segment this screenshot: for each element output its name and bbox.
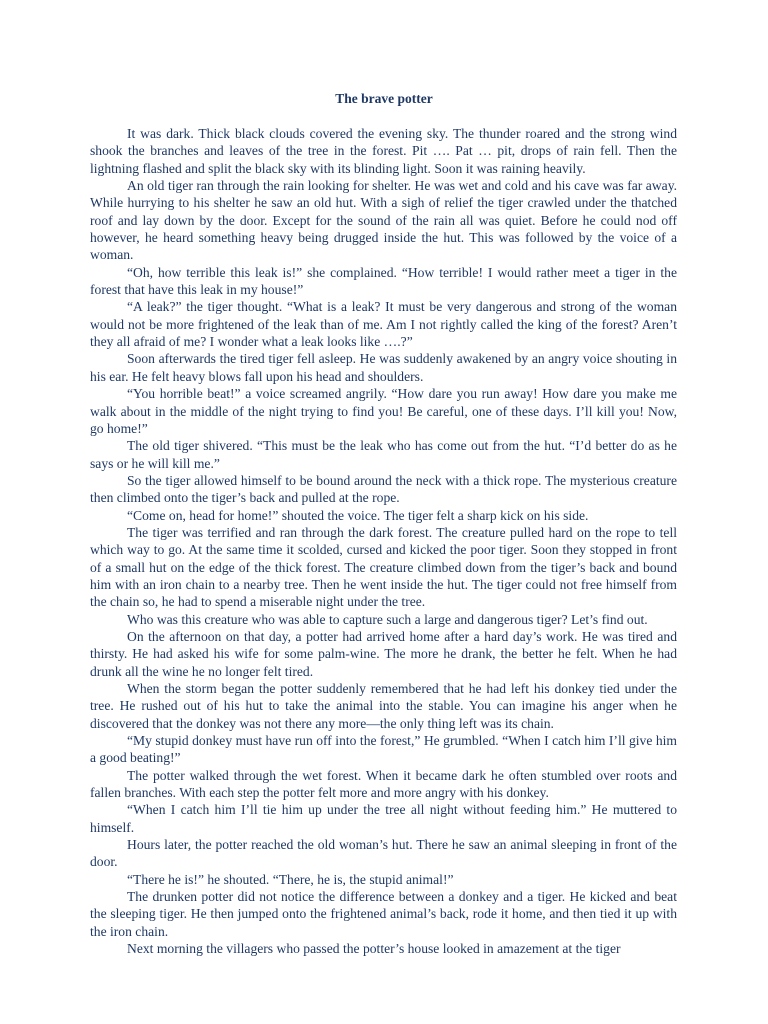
paragraph: The tiger was terrified and ran through the dark forest. The creature pulled hard on the rope to tell which way to go. At the same time it scolded, cursed and kicked the poor tiger. Soon they stopped in front of a small hut on the edge of the thick forest. The creature climbed down from the tiger’s back and bound him with an iron chain to a nearby tree. Then he went inside the hut. The tiger could not free himself from the chain so, he had to spend a miserable night under the tree. — [90, 524, 677, 610]
paragraph: “My stupid donkey must have run off into the forest,” He grumbled. “When I catch him I’ll give him a good beating!” — [90, 733, 677, 766]
paragraph: So the tiger allowed himself to be bound around the neck with a thick rope. The mysterious creature then climbed onto the tiger’s back and pulled at the rope. — [90, 472, 677, 506]
document-title: The brave potter — [335, 91, 433, 106]
paragraph: Who was this creature who was able to capture such a large and dangerous tiger? Let’s find out. — [127, 611, 648, 627]
paragraph: Hours later, the potter reached the old woman’s hut. There he saw an animal sleeping in front of the door. — [90, 837, 677, 870]
paragraph: “There he is!” he shouted. “There, he is, the stupid animal!” — [127, 871, 454, 887]
paragraph: The old tiger shivered. “This must be the leak who has come out from the hut. “I’d better do as he says or he will kill me.” — [90, 438, 677, 471]
paragraph: It was dark. Thick black clouds covered the evening sky. The thunder roared and the strong wind shook the branches and leaves of the tree in the forest. Pit …. Pat … pit, drops of rain fell. Then the lightning flashed and split the black sky with its blinding light. Soon it was raining heavily. — [90, 126, 677, 176]
paragraph: When the storm began the potter suddenly remembered that he had left his donkey tied under the tree. He rushed out of his hut to take the animal into the stable. You can imagine his anger when he discovered that the donkey was not there any more—the only thing left was its chain. — [90, 681, 677, 731]
paragraph: Soon afterwards the tired tiger fell asleep. He was suddenly awakened by an angry voice shouting in his ear. He felt heavy blows fall upon his head and shoulders. — [90, 351, 677, 384]
paragraph: An old tiger ran through the rain looking for shelter. He was wet and cold and his cave was far away. While hurrying to his shelter he saw an old hut. With a sigh of relief the tiger crawled under the thatched roof and lay down by the door. Except for the sound of the rain all was quiet. Before he could nod off however, he heard something heavy being drugged inside the hut. This was followed by the voice of a woman. — [90, 178, 677, 263]
paragraph: Next morning the villagers who passed the potter’s house looked in amazement at the tiger — [127, 941, 621, 957]
paragraph: “A leak?” the tiger thought. “What is a leak? It must be very dangerous and strong of the woman would not be more frightened of the leak than of me. Am I not rightly called the king of the forest? Aren’t they all afraid of me? I wonder what a leak looks like ….?” — [90, 299, 677, 350]
paragraph: The potter walked through the wet forest. When it became dark he often stumbled over roots and fallen branches. With each step the potter felt more and more angry with his donkey. — [90, 767, 677, 801]
paragraph: “Come on, head for home!” shouted the voice. The tiger felt a sharp kick on his side. — [127, 507, 589, 523]
story-body — [90, 125, 677, 958]
paragraph: “You horrible beat!” a voice screamed angrily. “How dare you run away! How dare you make me walk about in the middle of the night trying to find you! Be careful, one of these days. I’ll kill you! Now, go home!” — [90, 386, 677, 436]
paragraph: “Oh, how terrible this leak is!” she complained. “How terrible! I would rather meet a tiger in the forest that have this leak in my house!” — [90, 264, 677, 298]
paragraph: The drunken potter did not notice the difference between a donkey and a tiger. He kicked and beat the sleeping tiger. He then jumped onto the frightened animal’s back, rode it home, and then tied it up with the iron chain. — [90, 889, 677, 939]
paragraph: “When I catch him I’ll tie him up under the tree all night without feeding him.” He muttered to himself. — [90, 802, 677, 835]
paragraph: On the afternoon on that day, a potter had arrived home after a hard day’s work. He was tired and thirsty. He had asked his wife for some palm-wine. The more he drank, the better he felt. When he had drunk all the wine he no longer felt tired. — [90, 628, 677, 679]
